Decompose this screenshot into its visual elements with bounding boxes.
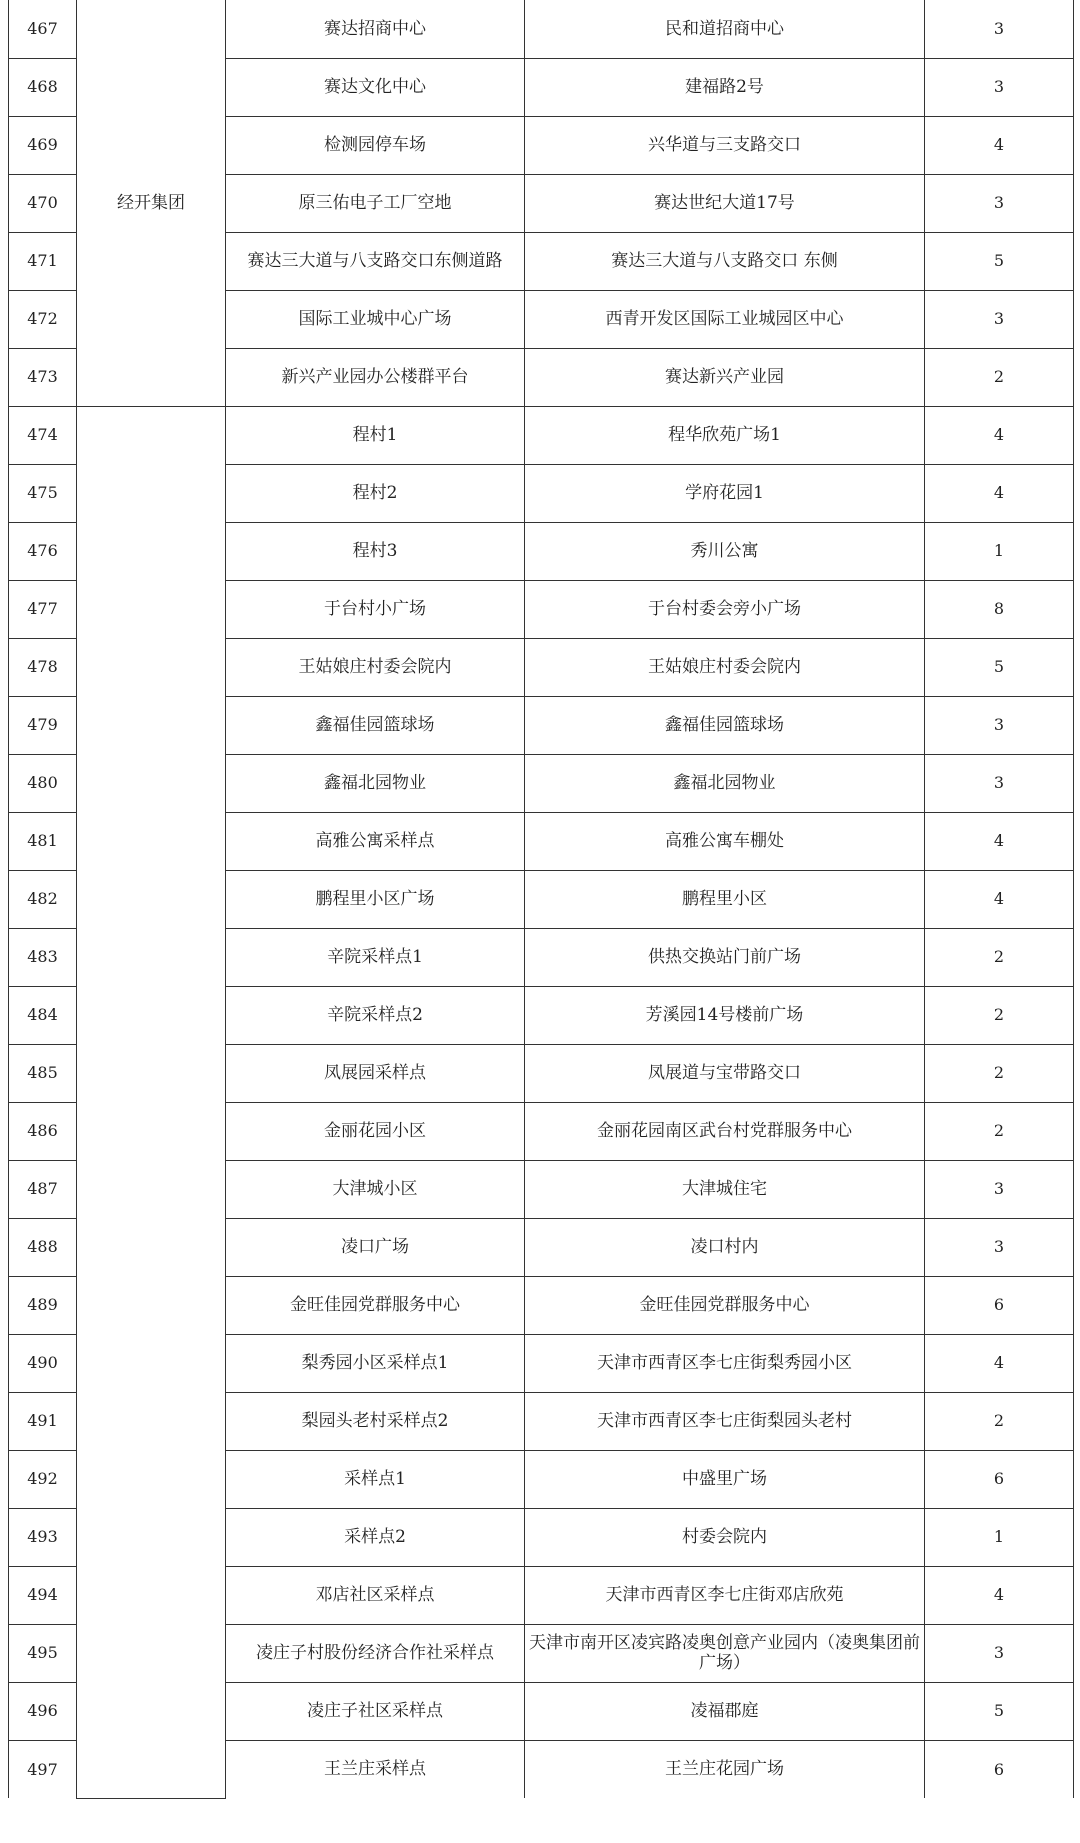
site-address: 高雅公寓车棚处 — [525, 812, 925, 870]
site-count: 4 — [925, 464, 1074, 522]
table-body — [9, 0, 1074, 1798]
site-address: 天津市西青区李七庄街梨秀园小区 — [525, 1334, 925, 1392]
site-address: 建福路2号 — [525, 58, 925, 116]
row-number: 495 — [9, 1624, 77, 1682]
site-address: 西青开发区国际工业城园区中心 — [525, 290, 925, 348]
row-number: 471 — [9, 232, 77, 290]
site-name: 梨秀园小区采样点1 — [226, 1334, 525, 1392]
site-count: 6 — [925, 1276, 1074, 1334]
site-name: 鑫福北园物业 — [226, 754, 525, 812]
row-number: 482 — [9, 870, 77, 928]
site-address: 民和道招商中心 — [525, 0, 925, 58]
site-name: 鹏程里小区广场 — [226, 870, 525, 928]
site-count: 5 — [925, 1682, 1074, 1740]
site-count: 6 — [925, 1740, 1074, 1798]
row-number: 479 — [9, 696, 77, 754]
site-count: 4 — [925, 1334, 1074, 1392]
row-number: 469 — [9, 116, 77, 174]
row-number: 492 — [9, 1450, 77, 1508]
site-name: 程村2 — [226, 464, 525, 522]
site-address: 鑫福佳园篮球场 — [525, 696, 925, 754]
site-name: 梨园头老村采样点2 — [226, 1392, 525, 1450]
site-count: 3 — [925, 0, 1074, 58]
unit-cell — [77, 406, 226, 1798]
row-number: 472 — [9, 290, 77, 348]
site-count: 2 — [925, 348, 1074, 406]
site-name: 凌庄子村股份经济合作社采样点 — [226, 1624, 525, 1682]
site-count: 3 — [925, 754, 1074, 812]
site-address: 兴华道与三支路交口 — [525, 116, 925, 174]
site-count: 4 — [925, 870, 1074, 928]
site-name: 高雅公寓采样点 — [226, 812, 525, 870]
site-name: 辛院采样点1 — [226, 928, 525, 986]
unit-cell: 经开集团 — [77, 0, 226, 406]
site-count: 4 — [925, 812, 1074, 870]
site-name: 凤展园采样点 — [226, 1044, 525, 1102]
site-name: 赛达文化中心 — [226, 58, 525, 116]
site-address: 凌口村内 — [525, 1218, 925, 1276]
site-name: 于台村小广场 — [226, 580, 525, 638]
site-address: 金旺佳园党群服务中心 — [525, 1276, 925, 1334]
row-number: 487 — [9, 1160, 77, 1218]
site-address: 学府花园1 — [525, 464, 925, 522]
site-address: 赛达三大道与八支路交口 东侧 — [525, 232, 925, 290]
site-name: 凌口广场 — [226, 1218, 525, 1276]
site-address: 鹏程里小区 — [525, 870, 925, 928]
row-number: 490 — [9, 1334, 77, 1392]
site-name: 采样点2 — [226, 1508, 525, 1566]
site-address: 天津市西青区李七庄街梨园头老村 — [525, 1392, 925, 1450]
site-name: 金旺佳园党群服务中心 — [226, 1276, 525, 1334]
site-address: 金丽花园南区武台村党群服务中心 — [525, 1102, 925, 1160]
row-number: 494 — [9, 1566, 77, 1624]
site-address: 于台村委会旁小广场 — [525, 580, 925, 638]
site-count: 3 — [925, 1624, 1074, 1682]
row-number: 473 — [9, 348, 77, 406]
site-count: 4 — [925, 406, 1074, 464]
site-address: 村委会院内 — [525, 1508, 925, 1566]
row-number: 488 — [9, 1218, 77, 1276]
site-count: 1 — [925, 1508, 1074, 1566]
site-name: 原三佑电子工厂空地 — [226, 174, 525, 232]
site-count: 4 — [925, 1566, 1074, 1624]
site-count: 2 — [925, 1392, 1074, 1450]
site-address: 秀川公寓 — [525, 522, 925, 580]
row-number: 481 — [9, 812, 77, 870]
site-name: 金丽花园小区 — [226, 1102, 525, 1160]
site-count: 3 — [925, 1218, 1074, 1276]
site-address: 鑫福北园物业 — [525, 754, 925, 812]
site-name: 检测园停车场 — [226, 116, 525, 174]
site-address: 赛达世纪大道17号 — [525, 174, 925, 232]
site-count: 3 — [925, 1160, 1074, 1218]
site-count: 8 — [925, 580, 1074, 638]
row-number: 480 — [9, 754, 77, 812]
row-number: 474 — [9, 406, 77, 464]
site-name: 程村1 — [226, 406, 525, 464]
site-address: 大津城住宅 — [525, 1160, 925, 1218]
site-name: 凌庄子社区采样点 — [226, 1682, 525, 1740]
row-number: 478 — [9, 638, 77, 696]
site-count: 5 — [925, 638, 1074, 696]
table-row — [9, 0, 1074, 58]
site-name: 赛达招商中心 — [226, 0, 525, 58]
site-address: 王姑娘庄村委会院内 — [525, 638, 925, 696]
site-name: 王兰庄采样点 — [226, 1740, 525, 1798]
site-name: 采样点1 — [226, 1450, 525, 1508]
site-address: 天津市南开区凌宾路凌奥创意产业园内（凌奥集团前广场） — [525, 1624, 925, 1682]
row-number: 496 — [9, 1682, 77, 1740]
row-number: 493 — [9, 1508, 77, 1566]
site-name: 辛院采样点2 — [226, 986, 525, 1044]
row-number: 491 — [9, 1392, 77, 1450]
site-address: 中盛里广场 — [525, 1450, 925, 1508]
row-number: 484 — [9, 986, 77, 1044]
site-count: 4 — [925, 116, 1074, 174]
row-number: 468 — [9, 58, 77, 116]
site-count: 3 — [925, 290, 1074, 348]
row-number: 486 — [9, 1102, 77, 1160]
site-address: 天津市西青区李七庄街邓店欣苑 — [525, 1566, 925, 1624]
site-count: 3 — [925, 174, 1074, 232]
site-name: 鑫福佳园篮球场 — [226, 696, 525, 754]
site-count: 2 — [925, 1044, 1074, 1102]
site-address: 王兰庄花园广场 — [525, 1740, 925, 1798]
site-address: 程华欣苑广场1 — [525, 406, 925, 464]
site-name: 程村3 — [226, 522, 525, 580]
site-count: 2 — [925, 986, 1074, 1044]
site-name: 大津城小区 — [226, 1160, 525, 1218]
site-address: 凤展道与宝带路交口 — [525, 1044, 925, 1102]
site-address: 芳溪园14号楼前广场 — [525, 986, 925, 1044]
row-number: 489 — [9, 1276, 77, 1334]
sampling-sites-table — [8, 0, 1074, 1799]
site-count: 3 — [925, 696, 1074, 754]
row-number: 467 — [9, 0, 77, 58]
site-count: 2 — [925, 928, 1074, 986]
site-name: 赛达三大道与八支路交口东侧道路 — [226, 232, 525, 290]
site-address: 供热交换站门前广场 — [525, 928, 925, 986]
site-address: 凌福郡庭 — [525, 1682, 925, 1740]
table-row — [9, 406, 1074, 464]
row-number: 497 — [9, 1740, 77, 1798]
site-count: 6 — [925, 1450, 1074, 1508]
site-count: 1 — [925, 522, 1074, 580]
site-name: 国际工业城中心广场 — [226, 290, 525, 348]
site-name: 邓店社区采样点 — [226, 1566, 525, 1624]
site-count: 2 — [925, 1102, 1074, 1160]
row-number: 476 — [9, 522, 77, 580]
row-number: 485 — [9, 1044, 77, 1102]
row-number: 483 — [9, 928, 77, 986]
site-name: 新兴产业园办公楼群平台 — [226, 348, 525, 406]
row-number: 477 — [9, 580, 77, 638]
site-count: 3 — [925, 58, 1074, 116]
row-number: 470 — [9, 174, 77, 232]
row-number: 475 — [9, 464, 77, 522]
site-name: 王姑娘庄村委会院内 — [226, 638, 525, 696]
site-count: 5 — [925, 232, 1074, 290]
site-address: 赛达新兴产业园 — [525, 348, 925, 406]
